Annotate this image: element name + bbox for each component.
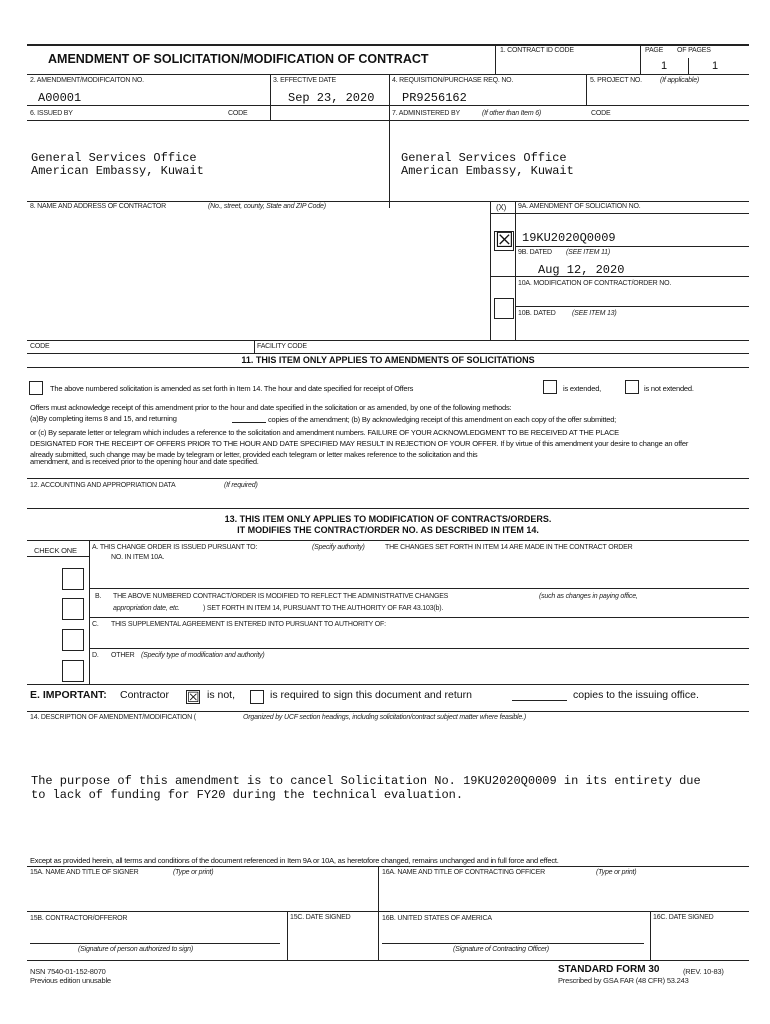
x-column-label: (X) (496, 203, 507, 212)
item13-a-text: A. THIS CHANGE ORDER IS ISSUED PURSUANT TO: (92, 544, 258, 551)
item11-para5: already submitted, such change may be made by telegram or letter, provided each telegram or letter makes reference to the solicitation and this (30, 450, 478, 459)
signature-officer-note: (Signature of Contracting Officer) (453, 946, 549, 953)
officer-type-or-print: (Type or print) (596, 869, 637, 876)
item14-label: 14. DESCRIPTION OF AMENDMENT/MODIFICATION ( (30, 714, 196, 721)
date-signed-15c-label: 15C. DATE SIGNED (290, 914, 351, 921)
item13-c-text: THIS SUPPLEMENTAL AGREEMENT IS ENTERED INTO PURSUANT TO AUTHORITY OF: (111, 621, 386, 628)
nsn-number: NSN 7540-01-152-8070 (30, 967, 106, 976)
officer-name-label: 16A. NAME AND TITLE OF CONTRACTING OFFICER (382, 869, 545, 876)
amendment-no-value[interactable]: A00001 (38, 91, 82, 105)
item11-heading: 11. THIS ITEM ONLY APPLIES TO AMENDMENTS OF SOLICITATIONS (241, 355, 535, 365)
item13-heading2: IT MODIFIES THE CONTRACT/ORDER NO. AS DESCRIBED IN ITEM 14. (237, 525, 539, 535)
modification-10a-label: 10A. MODIFICATION OF CONTRACT/ORDER NO. (518, 280, 672, 287)
dated-10b-label: 10B. DATED (518, 310, 556, 317)
item13-a-text3: NO. IN ITEM 10A. (111, 554, 165, 561)
item14-description-line2[interactable]: to lack of funding for FY20 during the technical evaluation. (31, 788, 464, 802)
dated-9b-label: 9B. DATED (518, 249, 552, 256)
item13-d-letter: D. (92, 652, 99, 659)
contract-id-code-label: 1. CONTRACT ID CODE (500, 47, 574, 54)
amendment-no-label: 2. AMENDMENT/MODIFICAITON NO. (30, 77, 144, 84)
see-item-13-note: (SEE ITEM 13) (572, 310, 617, 317)
administered-line2[interactable]: American Embassy, Kuwait (401, 164, 574, 178)
amendment-solicitation-label: 9A. AMENDMENT OF SOLICIATION NO. (518, 203, 641, 210)
contractor-offeror-label: 15B. CONTRACTOR/OFFEROR (30, 915, 128, 922)
contractor-code-label: CODE (30, 343, 50, 350)
item14-hint: Organized by UCF section headings, including solicitation/contract subject matter where feasible.) (243, 714, 526, 721)
item13-c-letter: C. (92, 621, 99, 628)
issued-by-line1[interactable]: General Services Office (31, 151, 197, 165)
usa-label: 16B. UNITED STATES OF AMERICA (382, 915, 492, 922)
important-label: E. IMPORTANT: (30, 689, 107, 701)
standard-form-label: STANDARD FORM 30 (558, 964, 660, 975)
item14-description-line1[interactable]: The purpose of this amendment is to cancel Solicitation No. 19KU2020Q0009 in its entirety due (31, 774, 701, 788)
contractor-hint: (No., street, county, State and ZIP Code) (208, 203, 326, 210)
contractor-name-label: 8. NAME AND ADDRESS OF CONTRACTOR (30, 203, 167, 210)
page-number: 1 (661, 60, 668, 72)
of-pages-label: OF PAGES (677, 47, 711, 54)
item13-c-checkbox[interactable] (62, 629, 84, 651)
signer-type-or-print: (Type or print) (173, 869, 214, 876)
item11-not-extended-label: is not extended. (644, 384, 694, 393)
important-is-required: is required to sign this document and return (270, 689, 472, 701)
item11-para4: DESIGNATED FOR THE RECEIPT OF OFFERS PRIOR TO THE HOUR AND DATE SPECIFIED MAY RESULT IN REJECTION OF YOUR OFFER. If by virtue of this amendment your desire to change an offer (30, 439, 689, 448)
item12-label: 12. ACCOUNTING AND APPROPRIATION DATA (30, 482, 176, 489)
important-contractor: Contractor (120, 689, 170, 701)
amendment-solicitation-checkbox[interactable]: ☒ (495, 229, 514, 252)
previous-edition-note: Previous edition unusable (30, 976, 111, 985)
important-is-not: is not, (207, 689, 236, 701)
form-title: AMENDMENT OF SOLICITATION/MODIFICATION OF CONTRACT (48, 52, 429, 66)
item11-para3: or (c) By separate letter or telegram which includes a reference to the solicitation and amendment numbers. FAILURE OF YOUR ACKNOWLEDGMENT TO BE RECEIVED AT THE PLACE (30, 428, 619, 437)
administered-code-label: CODE (591, 110, 611, 117)
signer-name-label: 15A. NAME AND TITLE OF SIGNER (30, 869, 139, 876)
administered-if-other: (If other than Item 6) (482, 110, 542, 117)
issued-by-line2[interactable]: American Embassy, Kuwait (31, 164, 204, 178)
administered-by-label: 7. ADMINISTERED BY (392, 110, 460, 117)
item13-b-hint: (such as changes in paying office, (539, 593, 638, 600)
requisition-no-label: 4. REQUISITION/PURCHASE REQ. NO. (392, 77, 514, 84)
item11-extended-checkbox[interactable] (543, 380, 557, 394)
item13-b-text: THE ABOVE NUMBERED CONTRACT/ORDER IS MODIFIED TO REFLECT THE ADMINISTRATIVE CHANGES (113, 593, 449, 600)
prescribed-by-note: Prescribed by GSA FAR (48 CFR) 53.243 (558, 976, 689, 985)
item13-b-text2-italic: appropriation date, etc. (113, 605, 180, 612)
page-label: PAGE (645, 47, 664, 54)
modification-10a-checkbox[interactable] (494, 298, 514, 319)
item13-b-letter: B. (95, 593, 102, 600)
item11-amended-text: The above numbered solicitation is amended as set forth in Item 14. The hour and date specified for receipt of Offers (50, 384, 414, 393)
effective-date-value[interactable]: Sep 23, 2020 (288, 91, 375, 105)
item11-amended-checkbox[interactable] (29, 381, 43, 395)
item13-a-text2: THE CHANGES SET FORTH IN ITEM 14 ARE MADE IN THE CONTRACT ORDER (385, 544, 633, 551)
project-no-label: 5. PROJECT NO. (590, 77, 642, 84)
item11-para2b: copies of the amendment; (b) By acknowledging receipt of this amendment on each copy of the offer submitted; (268, 415, 617, 424)
item13-heading1: 13. THIS ITEM ONLY APPLIES TO MODIFICATION OF CONTRACTS/ORDERS. (224, 514, 552, 524)
is-required-checkbox[interactable] (250, 690, 264, 704)
item11-para1: Offers must acknowledge receipt of this amendment prior to the hour and date specified in the solicitation or as amended, by one of the following methods: (30, 403, 512, 412)
date-signed-16c-label: 16C. DATE SIGNED (653, 914, 714, 921)
important-copies: copies to the issuing office. (573, 689, 699, 701)
item13-a-checkbox[interactable] (62, 568, 84, 590)
pages-count: 1 (712, 60, 719, 72)
project-if-applicable: (If applicable) (660, 77, 700, 84)
dated-9b-value[interactable]: Aug 12, 2020 (538, 263, 625, 277)
check-one-label: CHECK ONE (34, 546, 77, 555)
item13-d-checkbox[interactable] (62, 660, 84, 682)
is-not-checkbox[interactable]: ☒ (187, 689, 200, 705)
except-provided-text: Except as provided herein, all terms and conditions of the document referenced in Item 9A or 10A, as heretofore changed, remains unchanged and in full force and effect. (30, 856, 559, 865)
solicitation-no-value[interactable]: 19KU2020Q0009 (522, 231, 616, 245)
issued-by-label: 6. ISSUED BY (30, 110, 73, 117)
item11-not-extended-checkbox[interactable] (625, 380, 639, 394)
item13-a-specify: (Specify authority) (312, 544, 365, 551)
see-item-11-note: (SEE ITEM 11) (566, 249, 610, 256)
item13-b-text2: ) SET FORTH IN ITEM 14, PURSUANT TO THE AUTHORITY OF FAR 43.103(b). (203, 605, 444, 612)
item13-b-checkbox[interactable] (62, 598, 84, 620)
signature-person-note: (Signature of person authorized to sign) (78, 946, 193, 953)
requisition-no-value[interactable]: PR9256162 (402, 91, 467, 105)
administered-line1[interactable]: General Services Office (401, 151, 567, 165)
form-revision: (REV. 10-83) (683, 967, 724, 976)
item13-d-hint: (Specify type of modification and authority) (141, 652, 265, 659)
item12-hint: (If required) (224, 482, 258, 489)
item11-para6: amendment, and is received prior to the opening hour and date specified. (30, 457, 259, 466)
facility-code-label: FACILITY CODE (257, 343, 307, 350)
item11-extended-label: is extended, (563, 384, 602, 393)
effective-date-label: 3. EFFECTIVE DATE (273, 77, 336, 84)
item11-para2a: (a)By completing items 8 and 15, and returning (30, 414, 177, 423)
issued-by-code-label: CODE (228, 110, 248, 117)
item13-d-text: OTHER (111, 652, 135, 659)
